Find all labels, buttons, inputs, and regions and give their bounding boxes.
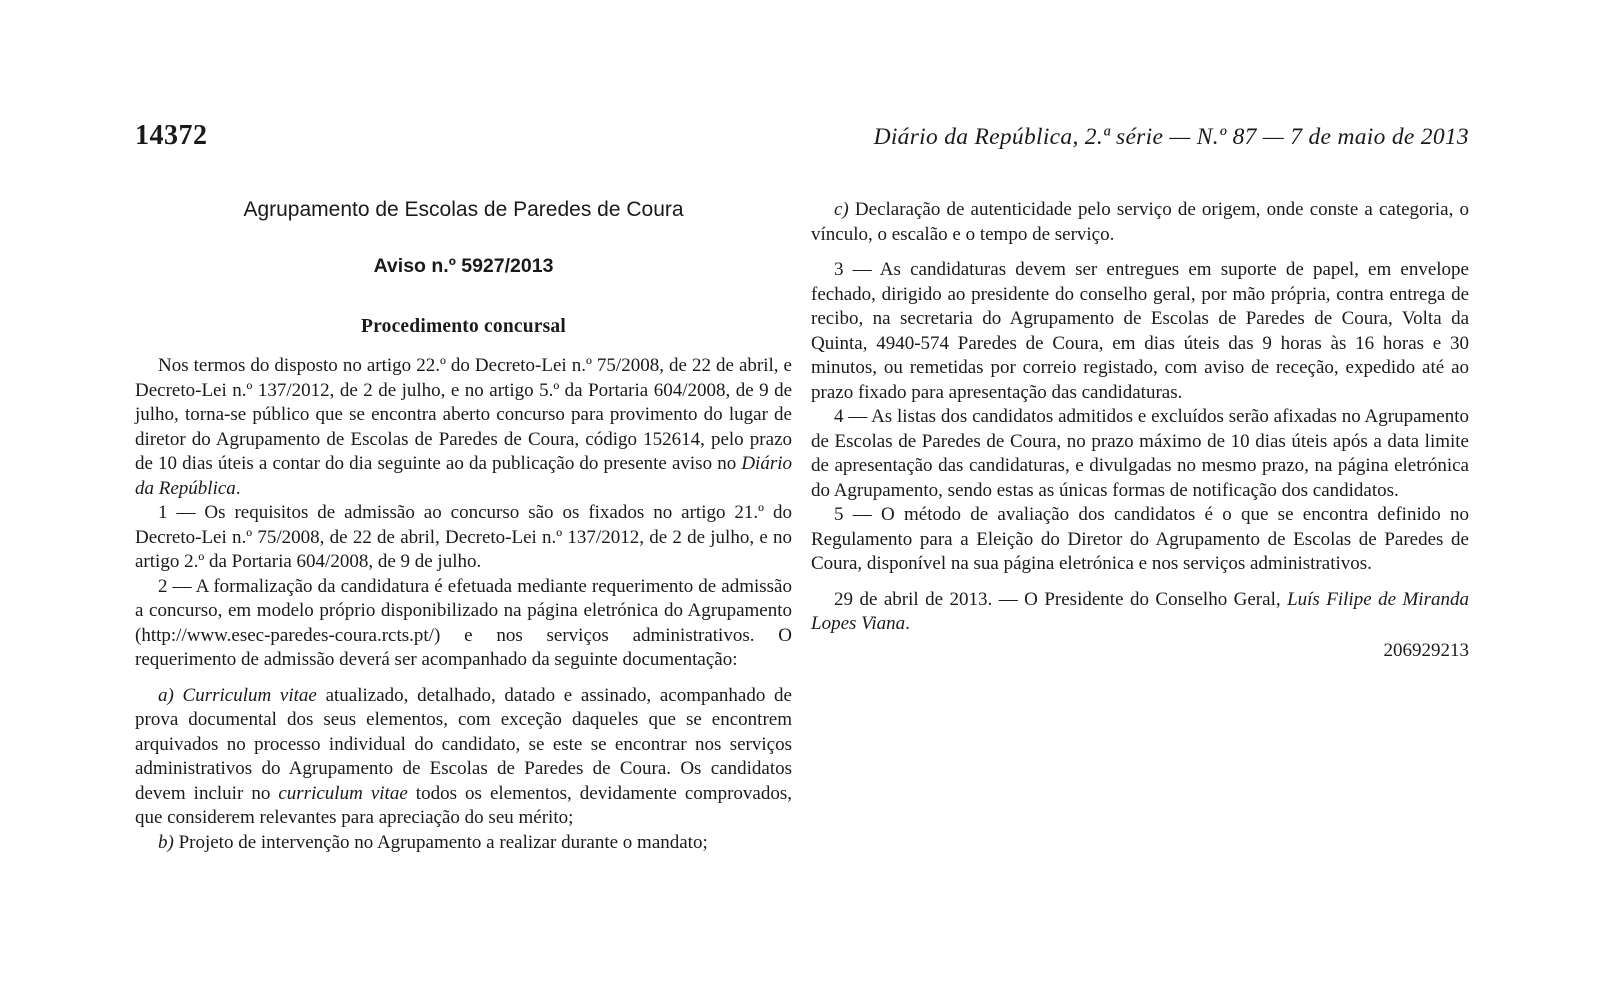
- organization-title: Agrupamento de Escolas de Paredes de Coura: [243, 198, 684, 221]
- edition-title: Diário da República, 2.ª série — N.º 87 — 7 de maio de 2013: [873, 124, 1469, 150]
- paragraph-intro: Nos termos do disposto no artigo 22.º do Decreto-Lei n.º 75/2008, de 22 de abril, e Decreto-Lei n.º 137/2012, de 2 de julho, e no artigo 5.º da Portaria 604/2008, de 9 de julho, torna-se público que se encontra aberto concurso para provimento do lugar de diretor do Agrupamento de Escolas de Paredes de Coura, código 152614, pelo prazo de 10 dias úteis a contar do dia seguinte ao da publicação do presente aviso no Diário da República.: [135, 355, 792, 499]
- paragraph-item-5: 5 — O método de avaliação dos candidatos é o que se encontra definido no Regulamento para a Eleição do Diretor do Agrupamento de Escolas de Paredes de Coura, disponível na sua página eletrónica e nos serviços administrativos.: [811, 504, 1469, 574]
- list-item-b: b) Projeto de intervenção no Agrupamento a realizar durante o mandato;: [158, 831, 708, 853]
- section-title: Procedimento concursal: [361, 316, 566, 337]
- right-column: [811, 198, 1469, 663]
- date-signature-line: 29 de abril de 2013. — O Presidente do Conselho Geral, Luís Filipe de Miranda Lopes Viana.: [811, 588, 1469, 634]
- page-header: [135, 120, 1469, 152]
- page-number: 14372: [135, 120, 208, 151]
- paragraph-item-3: 3 — As candidaturas devem ser entregues em suporte de papel, em envelope fechado, dirigido ao presidente do conselho geral, por mão própria, contra entrega de recibo, na secretaria do Agrupamento de Escolas de Paredes de Coura, Volta da Quinta, 4940-574 Paredes de Coura, em dias úteis das 9 horas às 16 horas e 30 minutos, ou remetidas por correio registado, com aviso de receção, expedido até ao prazo fixado para apresentação das candidaturas.: [811, 259, 1469, 403]
- notice-number-title: Aviso n.º 5927/2013: [373, 255, 554, 277]
- document-registry-number: 206929213: [1383, 639, 1469, 661]
- list-item-a: a) Curriculum vitae atualizado, detalhado, datado e assinado, acompanhado de prova documental dos seus elementos, com exceção daqueles que se encontrem arquivados no processo individual do candidato, se este se encontrar nos serviços administrativos do Agrupamento de Escolas de Paredes de Coura. Os candidatos devem incluir no curriculum vitae todos os elementos, devidamente comprovados, que considerem relevantes para apreciação do seu mérito;: [135, 684, 792, 828]
- left-column: [135, 198, 792, 855]
- paragraph-item-1: 1 — Os requisitos de admissão ao concurso são os fixados no artigo 21.º do Decreto-Lei n.º 75/2008, de 22 de abril, Decreto-Lei n.º 137/2012, de 2 de julho, e no artigo 2.º da Portaria 604/2008, de 9 de julho.: [135, 502, 792, 572]
- list-item-c: c) Declaração de autenticidade pelo serviço de origem, onde conste a categoria, o vínculo, o escalão e o tempo de serviço.: [811, 199, 1469, 245]
- paragraph-item-4: 4 — As listas dos candidatos admitidos e excluídos serão afixadas no Agrupamento de Escolas de Paredes de Coura, no prazo máximo de 10 dias úteis após a data limite de apresentação das candidaturas, e divulgadas no mesmo prazo, na página eletrónica do Agrupamento, sendo estas as únicas formas de notificação dos candidatos.: [811, 406, 1469, 501]
- paragraph-item-2: 2 — A formalização da candidatura é efetuada mediante requerimento de admissão a concurso, em modelo próprio disponibilizado na página eletrónica do Agrupamento (http://www.esec-paredes-coura.rcts.pt/) e nos serviços administrativos. O requerimento de admissão deverá ser acompanhado da seguinte documentação:: [135, 575, 792, 670]
